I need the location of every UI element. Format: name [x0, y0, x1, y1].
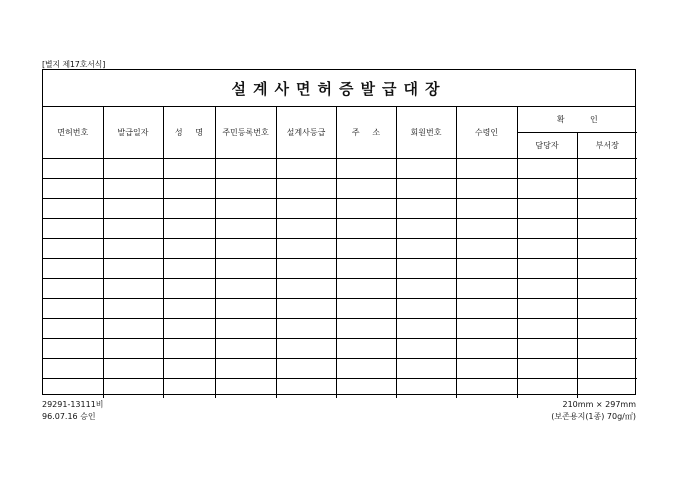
table-cell — [396, 159, 456, 179]
table-cell — [276, 239, 336, 259]
table-cell — [577, 319, 637, 339]
table-cell — [276, 359, 336, 379]
table-cell — [276, 299, 336, 319]
col-header-recipient: 수령인 — [456, 107, 517, 159]
table-cell — [103, 379, 163, 399]
table-row — [43, 219, 637, 239]
table-cell — [336, 199, 396, 219]
table-cell — [103, 239, 163, 259]
table-cell — [336, 179, 396, 199]
table-cell — [456, 239, 517, 259]
table-cell — [43, 179, 103, 199]
approval-note: 96.07.16 승인 — [42, 412, 96, 421]
table-cell — [517, 219, 577, 239]
table-cell — [517, 279, 577, 299]
form-number-label: [별지 제17호서식] — [42, 60, 106, 69]
table-cell — [276, 159, 336, 179]
table-cell — [276, 259, 336, 279]
table-cell — [456, 359, 517, 379]
table-cell — [163, 379, 215, 399]
table-cell — [215, 179, 276, 199]
footer-right — [551, 399, 636, 423]
table-cell — [43, 279, 103, 299]
table-cell — [396, 219, 456, 239]
table-cell — [215, 299, 276, 319]
table-cell — [103, 259, 163, 279]
table-cell — [336, 239, 396, 259]
table-row — [43, 279, 637, 299]
table-cell — [396, 339, 456, 359]
form-code: 29291-13111비 — [42, 400, 104, 409]
table-cell — [517, 359, 577, 379]
table-cell — [396, 319, 456, 339]
table-cell — [577, 279, 637, 299]
col-header-license-no: 면허번호 — [43, 107, 103, 159]
ledger-sheet — [42, 69, 636, 395]
table-cell — [517, 299, 577, 319]
table-cell — [215, 279, 276, 299]
table-cell — [456, 339, 517, 359]
table-cell — [276, 279, 336, 299]
col-header-address: 주 소 — [336, 107, 396, 159]
table-cell — [517, 319, 577, 339]
table-cell — [43, 259, 103, 279]
table-row — [43, 159, 637, 179]
table-row — [43, 239, 637, 259]
footer-left — [42, 399, 104, 423]
table-cell — [43, 219, 103, 239]
table-cell — [577, 339, 637, 359]
table-cell — [396, 299, 456, 319]
ledger-table — [43, 107, 637, 398]
table-cell — [43, 359, 103, 379]
table-cell — [43, 319, 103, 339]
table-cell — [456, 279, 517, 299]
table-row — [43, 179, 637, 199]
table-row — [43, 359, 637, 379]
table-cell — [163, 259, 215, 279]
table-row — [43, 339, 637, 359]
table-cell — [43, 299, 103, 319]
table-cell — [163, 299, 215, 319]
table-cell — [336, 259, 396, 279]
table-cell — [456, 159, 517, 179]
table-cell — [276, 339, 336, 359]
table-cell — [215, 159, 276, 179]
table-row — [43, 379, 637, 399]
table-cell — [103, 319, 163, 339]
table-cell — [517, 379, 577, 399]
table-cell — [103, 299, 163, 319]
paper-size: 210mm × 297mm — [562, 400, 636, 409]
table-cell — [163, 159, 215, 179]
table-cell — [163, 219, 215, 239]
table-row — [43, 199, 637, 219]
table-cell — [517, 179, 577, 199]
table-cell — [276, 199, 336, 219]
table-cell — [577, 299, 637, 319]
table-cell — [336, 279, 396, 299]
table-cell — [43, 379, 103, 399]
table-cell — [103, 199, 163, 219]
table-cell — [336, 219, 396, 239]
table-cell — [215, 239, 276, 259]
table-cell — [103, 179, 163, 199]
table-cell — [336, 319, 396, 339]
table-cell — [276, 379, 336, 399]
col-header-name: 성 명 — [163, 107, 215, 159]
table-cell — [163, 339, 215, 359]
table-cell — [215, 199, 276, 219]
table-cell — [396, 239, 456, 259]
table-cell — [215, 319, 276, 339]
table-cell — [577, 219, 637, 239]
col-header-grade: 설계사등급 — [276, 107, 336, 159]
table-cell — [396, 359, 456, 379]
table-cell — [43, 239, 103, 259]
table-cell — [163, 359, 215, 379]
table-cell — [336, 339, 396, 359]
paper-spec: (보존용지(1종) 70g/㎡) — [551, 412, 636, 421]
table-cell — [456, 179, 517, 199]
table-cell — [396, 259, 456, 279]
table-cell — [517, 259, 577, 279]
table-cell — [517, 339, 577, 359]
table-cell — [163, 239, 215, 259]
table-row — [43, 299, 637, 319]
header-row — [43, 107, 637, 133]
table-cell — [336, 379, 396, 399]
table-cell — [577, 179, 637, 199]
table-cell — [456, 299, 517, 319]
table-cell — [577, 359, 637, 379]
table-cell — [517, 199, 577, 219]
table-cell — [163, 319, 215, 339]
table-cell — [577, 239, 637, 259]
table-cell — [276, 219, 336, 239]
table-cell — [396, 379, 456, 399]
table-cell — [276, 179, 336, 199]
table-cell — [396, 279, 456, 299]
col-header-manager: 부서장 — [577, 133, 637, 159]
table-cell — [103, 359, 163, 379]
table-cell — [517, 239, 577, 259]
table-cell — [456, 199, 517, 219]
table-cell — [43, 159, 103, 179]
col-header-staff: 담당자 — [517, 133, 577, 159]
table-cell — [577, 199, 637, 219]
table-cell — [577, 159, 637, 179]
table-cell — [103, 219, 163, 239]
table-cell — [456, 219, 517, 239]
table-cell — [336, 359, 396, 379]
table-cell — [215, 259, 276, 279]
col-header-member-no: 회원번호 — [396, 107, 456, 159]
col-header-confirm: 확 인 — [517, 107, 637, 133]
table-cell — [163, 279, 215, 299]
table-cell — [215, 339, 276, 359]
table-cell — [163, 179, 215, 199]
table-cell — [103, 279, 163, 299]
table-cell — [456, 259, 517, 279]
table-cell — [43, 199, 103, 219]
table-cell — [215, 379, 276, 399]
table-row — [43, 319, 637, 339]
table-cell — [396, 199, 456, 219]
table-cell — [456, 379, 517, 399]
table-cell — [215, 359, 276, 379]
table-cell — [456, 319, 517, 339]
table-cell — [336, 159, 396, 179]
table-row — [43, 259, 637, 279]
table-cell — [215, 219, 276, 239]
table-cell — [43, 339, 103, 359]
table-cell — [577, 379, 637, 399]
table-cell — [103, 339, 163, 359]
table-cell — [396, 179, 456, 199]
table-cell — [517, 159, 577, 179]
ledger-title: 설계사면허증발급대장 — [43, 70, 635, 107]
table-cell — [103, 159, 163, 179]
table-cell — [276, 319, 336, 339]
table-cell — [577, 259, 637, 279]
col-header-resident-no: 주민등록번호 — [215, 107, 276, 159]
table-cell — [163, 199, 215, 219]
col-header-issue-date: 발급일자 — [103, 107, 163, 159]
table-cell — [336, 299, 396, 319]
